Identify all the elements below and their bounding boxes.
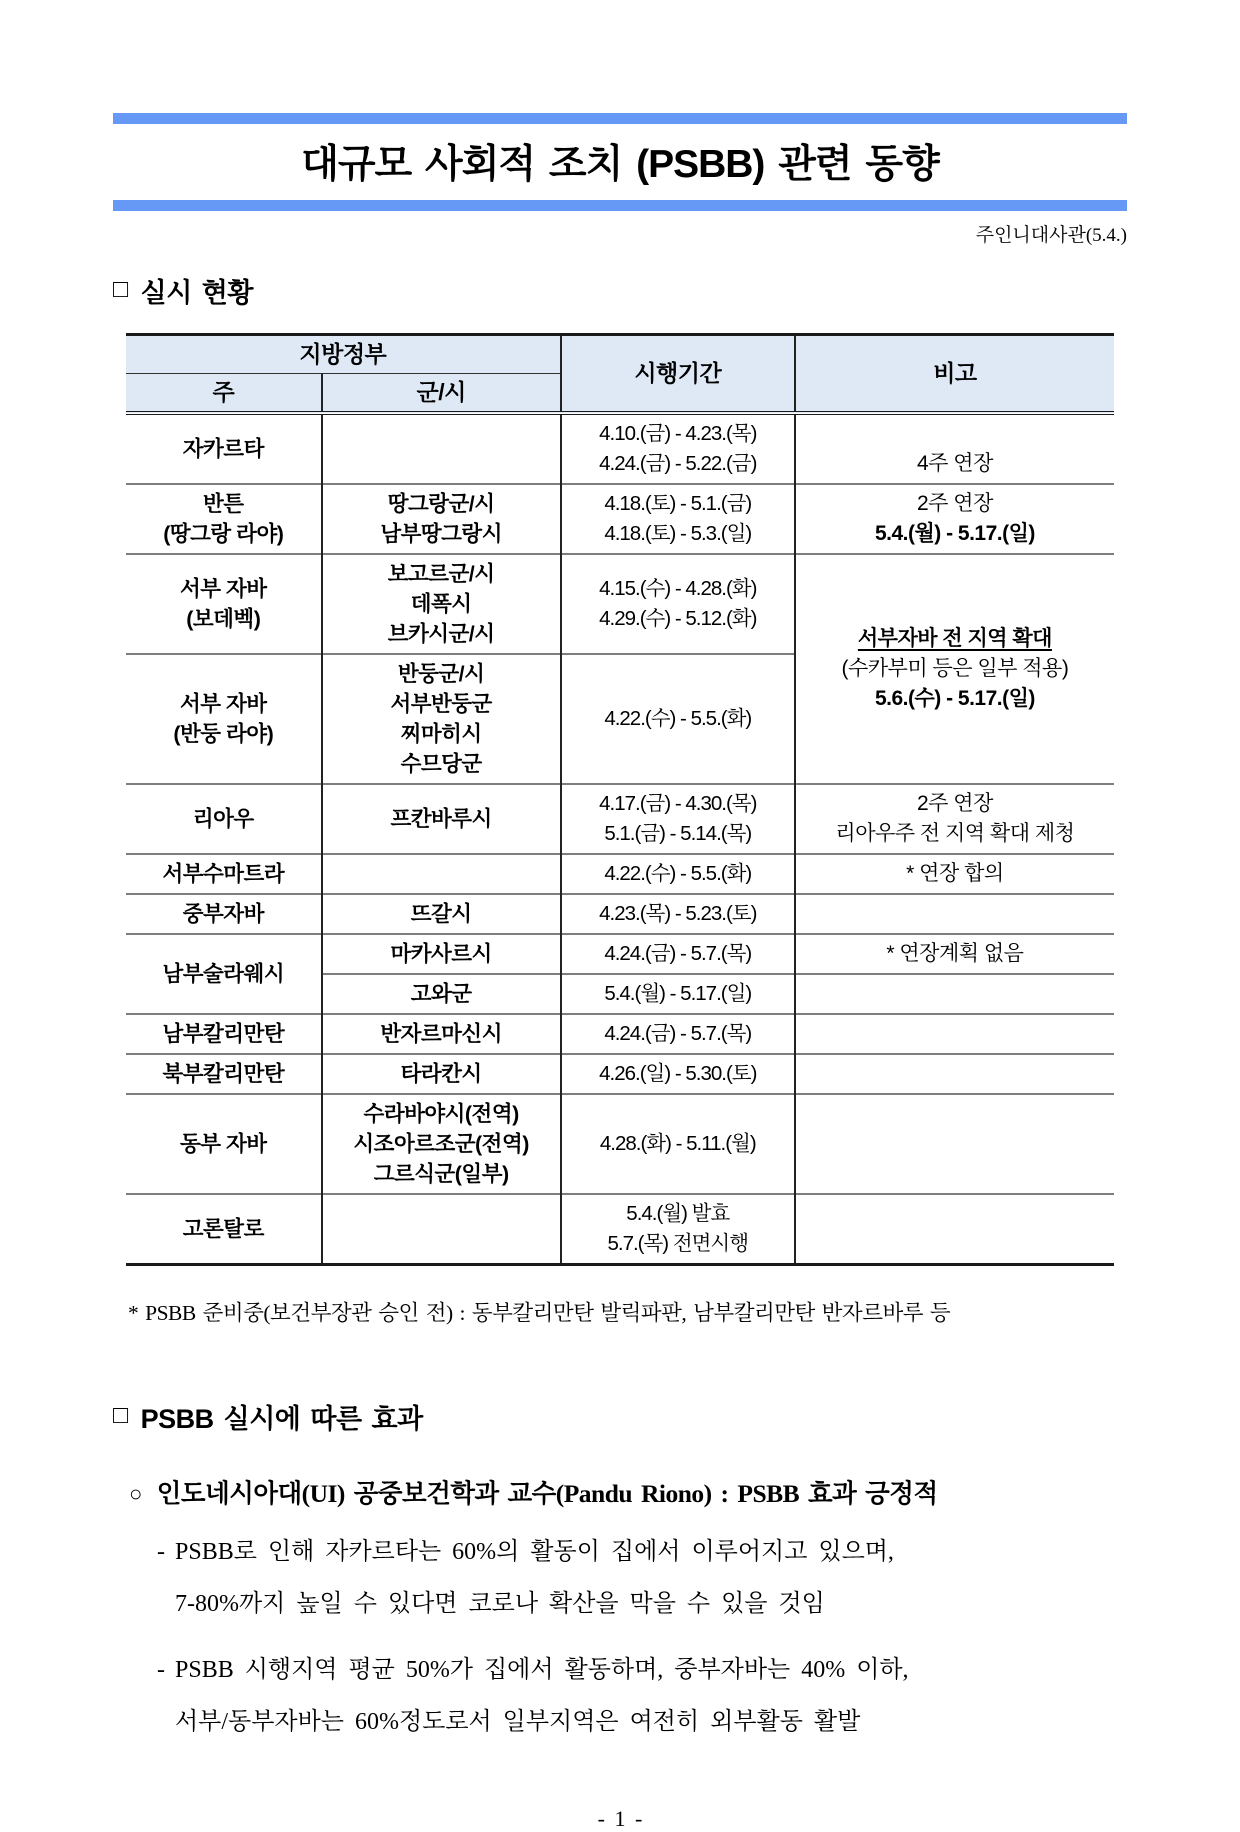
table-row	[126, 413, 1114, 484]
psbb-status-table	[126, 333, 1114, 1266]
table-row	[126, 554, 1114, 654]
cell-line: 5.4.(월) - 5.17.(일)	[874, 522, 1035, 545]
cell-line: 4.18.(토) - 5.3.(일)	[604, 522, 752, 545]
square-bullet-icon: □	[113, 1401, 128, 1429]
cell-district	[322, 554, 561, 654]
cell-line: 2주 연장	[916, 792, 993, 815]
source-attribution: 주인니대사관(5.4.)	[975, 225, 1127, 246]
cell-line: 4.23.(목) - 5.23.(토)	[599, 902, 757, 925]
cell-line: 2주 연장	[916, 492, 993, 515]
cell-line: 반자르마신시	[380, 1022, 502, 1046]
table-row	[126, 894, 1114, 934]
cell-line: 반둥군/시	[397, 662, 485, 686]
cell-period	[561, 784, 795, 854]
cell-line: 리아우	[192, 807, 254, 831]
header-period: 시행기간	[561, 335, 795, 414]
psbb-table-body	[126, 413, 1114, 1265]
cell-period	[561, 554, 795, 654]
cell-line: 프칸바루시	[390, 807, 492, 831]
sub-bullet-2	[113, 1644, 1127, 1748]
cell-note	[795, 413, 1114, 484]
cell-line: 고와군	[410, 982, 472, 1006]
header-province: 주	[126, 374, 322, 414]
table-row	[126, 784, 1114, 854]
cell-period	[561, 894, 795, 934]
cell-line: 북부칼리만탄	[162, 1062, 285, 1086]
cell-province	[126, 484, 322, 554]
table-footnote: * PSBB 준비중(보건부장관 승인 전) : 동부칼리만탄 발릭파판, 남부칼리만탄 반자르바루 등	[128, 1301, 951, 1325]
cell-line: 마카사르시	[390, 942, 492, 966]
cell-province	[126, 554, 322, 654]
cell-line: 4.24.(금) - 5.7.(목)	[604, 1022, 752, 1045]
cell-line: 수므당군	[400, 752, 482, 776]
cell-province	[126, 1054, 322, 1094]
cell-district	[322, 413, 561, 484]
sub-bullet-line: PSBB 시행지역 평균 50%가 집에서 활동하며, 중부자바는 40% 이하,	[175, 1657, 909, 1683]
cell-line: 그르식군(일부)	[373, 1162, 509, 1186]
cell-period	[561, 934, 795, 974]
cell-line: (수카부미 등은 일부 적용)	[841, 657, 1069, 680]
cell-line: * 연장 합의	[906, 862, 1004, 885]
table-row	[126, 1014, 1114, 1054]
cell-line: (보데벡)	[186, 607, 261, 631]
cell-line: 수라바야시(전역)	[363, 1102, 519, 1126]
table-row	[126, 854, 1114, 894]
section-heading-status	[113, 271, 1127, 310]
cell-line: 타라칸시	[400, 1062, 482, 1086]
sub-bullet-text	[175, 1644, 909, 1748]
cell-line: 4.17.(금) - 4.30.(목)	[599, 792, 757, 815]
dash-bullet-icon: -	[157, 1657, 165, 1683]
cell-district	[322, 894, 561, 934]
cell-province	[126, 413, 322, 484]
cell-line: 브카시군/시	[387, 622, 495, 646]
cell-line: 4주 연장	[916, 452, 993, 475]
cell-period	[561, 413, 795, 484]
cell-line: 땅그랑군/시	[387, 492, 495, 516]
table-row	[126, 1054, 1114, 1094]
document-title: 대규모 사회적 조치 (PSBB) 관련 동향	[301, 143, 939, 186]
table-header	[126, 335, 1114, 414]
cell-line: 뜨갈시	[410, 902, 472, 926]
cell-district	[322, 1054, 561, 1094]
circle-bullet-icon: ○	[129, 1481, 142, 1506]
cell-line: 4.22.(수) - 5.5.(화)	[604, 862, 752, 885]
cell-district	[322, 934, 561, 974]
cell-note	[795, 484, 1114, 554]
cell-line: 서부자바 전 지역 확대	[857, 627, 1052, 650]
cell-line: (땅그랑 라야)	[163, 522, 284, 546]
cell-line: (반둥 라야)	[173, 722, 274, 746]
header-note: 비고	[795, 335, 1114, 414]
title-bar-bottom	[113, 200, 1127, 211]
cell-district	[322, 784, 561, 854]
cell-line: 동부 자바	[180, 1132, 267, 1156]
cell-district	[322, 1094, 561, 1194]
cell-note	[795, 894, 1114, 934]
cell-line: 4.10.(금) - 4.23.(목)	[599, 422, 757, 445]
cell-line: 4.15.(수) - 4.28.(화)	[599, 577, 757, 600]
table-header-row	[126, 335, 1114, 374]
cell-province	[126, 894, 322, 934]
header-district: 군/시	[322, 374, 561, 414]
cell-period	[561, 1054, 795, 1094]
table-row	[126, 484, 1114, 554]
cell-line: 서부 자바	[180, 577, 267, 601]
cell-district	[322, 974, 561, 1014]
cell-line: 자카르타	[182, 437, 264, 461]
sub-bullet-line: PSBB로 인해 자카르타는 60%의 활동이 집에서 이루어지고 있으며,	[175, 1539, 894, 1565]
cell-line: 5.4.(월) - 5.17.(일)	[604, 982, 752, 1005]
sub-bullet-line: 7-80%까지 높일 수 있다면 코로나 확산을 막을 수 있을 것임	[175, 1591, 825, 1617]
square-bullet-icon: □	[113, 275, 128, 303]
cell-district	[322, 654, 561, 784]
cell-line: 5.7.(목) 전면시행	[607, 1232, 749, 1255]
cell-line: 서부수마트라	[162, 862, 285, 886]
table-row	[126, 1094, 1114, 1194]
cell-period	[561, 484, 795, 554]
cell-line: 4.24.(금) - 5.22.(금)	[599, 452, 757, 475]
cell-line: 중부자바	[182, 902, 264, 926]
cell-period	[561, 974, 795, 1014]
cell-line: 시조아르조군(전역)	[353, 1132, 529, 1156]
cell-line: 서부 자바	[180, 692, 267, 716]
cell-period	[561, 654, 795, 784]
cell-district	[322, 484, 561, 554]
cell-line: 고론탈로	[182, 1217, 264, 1241]
cell-period	[561, 854, 795, 894]
cell-note	[795, 1194, 1114, 1265]
cell-district	[322, 1194, 561, 1265]
cell-line: 남부칼리만탄	[162, 1022, 285, 1046]
section-heading-label: PSBB 실시에 따른 효과	[140, 1404, 423, 1434]
cell-district	[322, 1014, 561, 1054]
section-heading-label: 실시 현황	[140, 278, 253, 308]
cell-province	[126, 654, 322, 784]
cell-province	[126, 784, 322, 854]
header-local-gov: 지방정부	[126, 335, 561, 374]
cell-line: 4.26.(일) - 5.30.(토)	[599, 1062, 757, 1085]
cell-line: 4.24.(금) - 5.7.(목)	[604, 942, 752, 965]
cell-line: 남부땅그랑시	[380, 522, 502, 546]
cell-line: 서부반둥군	[390, 692, 492, 716]
cell-province	[126, 1094, 322, 1194]
sub-bullet-line: 서부/동부자바는 60%정도로서 일부지역은 여전히 외부활동 활발	[175, 1709, 861, 1735]
cell-note	[795, 854, 1114, 894]
cell-line: 5.4.(월) 발효	[626, 1202, 730, 1225]
page-number: - 1 -	[597, 1806, 643, 1831]
cell-period	[561, 1194, 795, 1265]
cell-line: 보고르군/시	[387, 562, 495, 586]
cell-province	[126, 1194, 322, 1265]
cell-province	[126, 934, 322, 1014]
cell-note	[795, 974, 1114, 1014]
table-row	[126, 934, 1114, 974]
cell-line: 4.29.(수) - 5.12.(화)	[599, 607, 757, 630]
bullet-text: 인도네시아대(UI) 공중보건학과 교수(Pandu Riono) : PSBB 효과 긍정적	[156, 1479, 938, 1508]
cell-period	[561, 1014, 795, 1054]
bullet-professor-opinion	[113, 1476, 1127, 1512]
cell-province	[126, 854, 322, 894]
cell-province	[126, 1014, 322, 1054]
cell-note	[795, 1094, 1114, 1194]
cell-line: 찌마히시	[400, 722, 482, 746]
section-heading-effects	[113, 1397, 1127, 1436]
cell-note	[795, 554, 1114, 784]
cell-line: 4.28.(화) - 5.11.(월)	[599, 1132, 756, 1155]
cell-line: 4.22.(수) - 5.5.(화)	[604, 707, 752, 730]
cell-note	[795, 784, 1114, 854]
cell-note	[795, 934, 1114, 974]
cell-line: 반튼	[203, 492, 244, 516]
table-row	[126, 1194, 1114, 1265]
title-bar-top	[113, 113, 1127, 124]
cell-district	[322, 854, 561, 894]
cell-period	[561, 1094, 795, 1194]
cell-line: 남부술라웨시	[162, 962, 285, 986]
cell-line: 리아우주 전 지역 확대 제청	[835, 822, 1075, 845]
cell-line: 4.18.(토) - 5.1.(금)	[604, 492, 752, 515]
cell-line: * 연장계획 없음	[886, 942, 1024, 965]
cell-line: 5.6.(수) - 5.17.(일)	[874, 687, 1035, 710]
cell-line: 5.1.(금) - 5.14.(목)	[604, 822, 752, 845]
cell-note	[795, 1014, 1114, 1054]
cell-line: 데폭시	[410, 592, 472, 616]
sub-bullet-1	[113, 1526, 1127, 1630]
sub-bullet-text	[175, 1526, 894, 1630]
cell-note	[795, 1054, 1114, 1094]
dash-bullet-icon: -	[157, 1539, 165, 1565]
